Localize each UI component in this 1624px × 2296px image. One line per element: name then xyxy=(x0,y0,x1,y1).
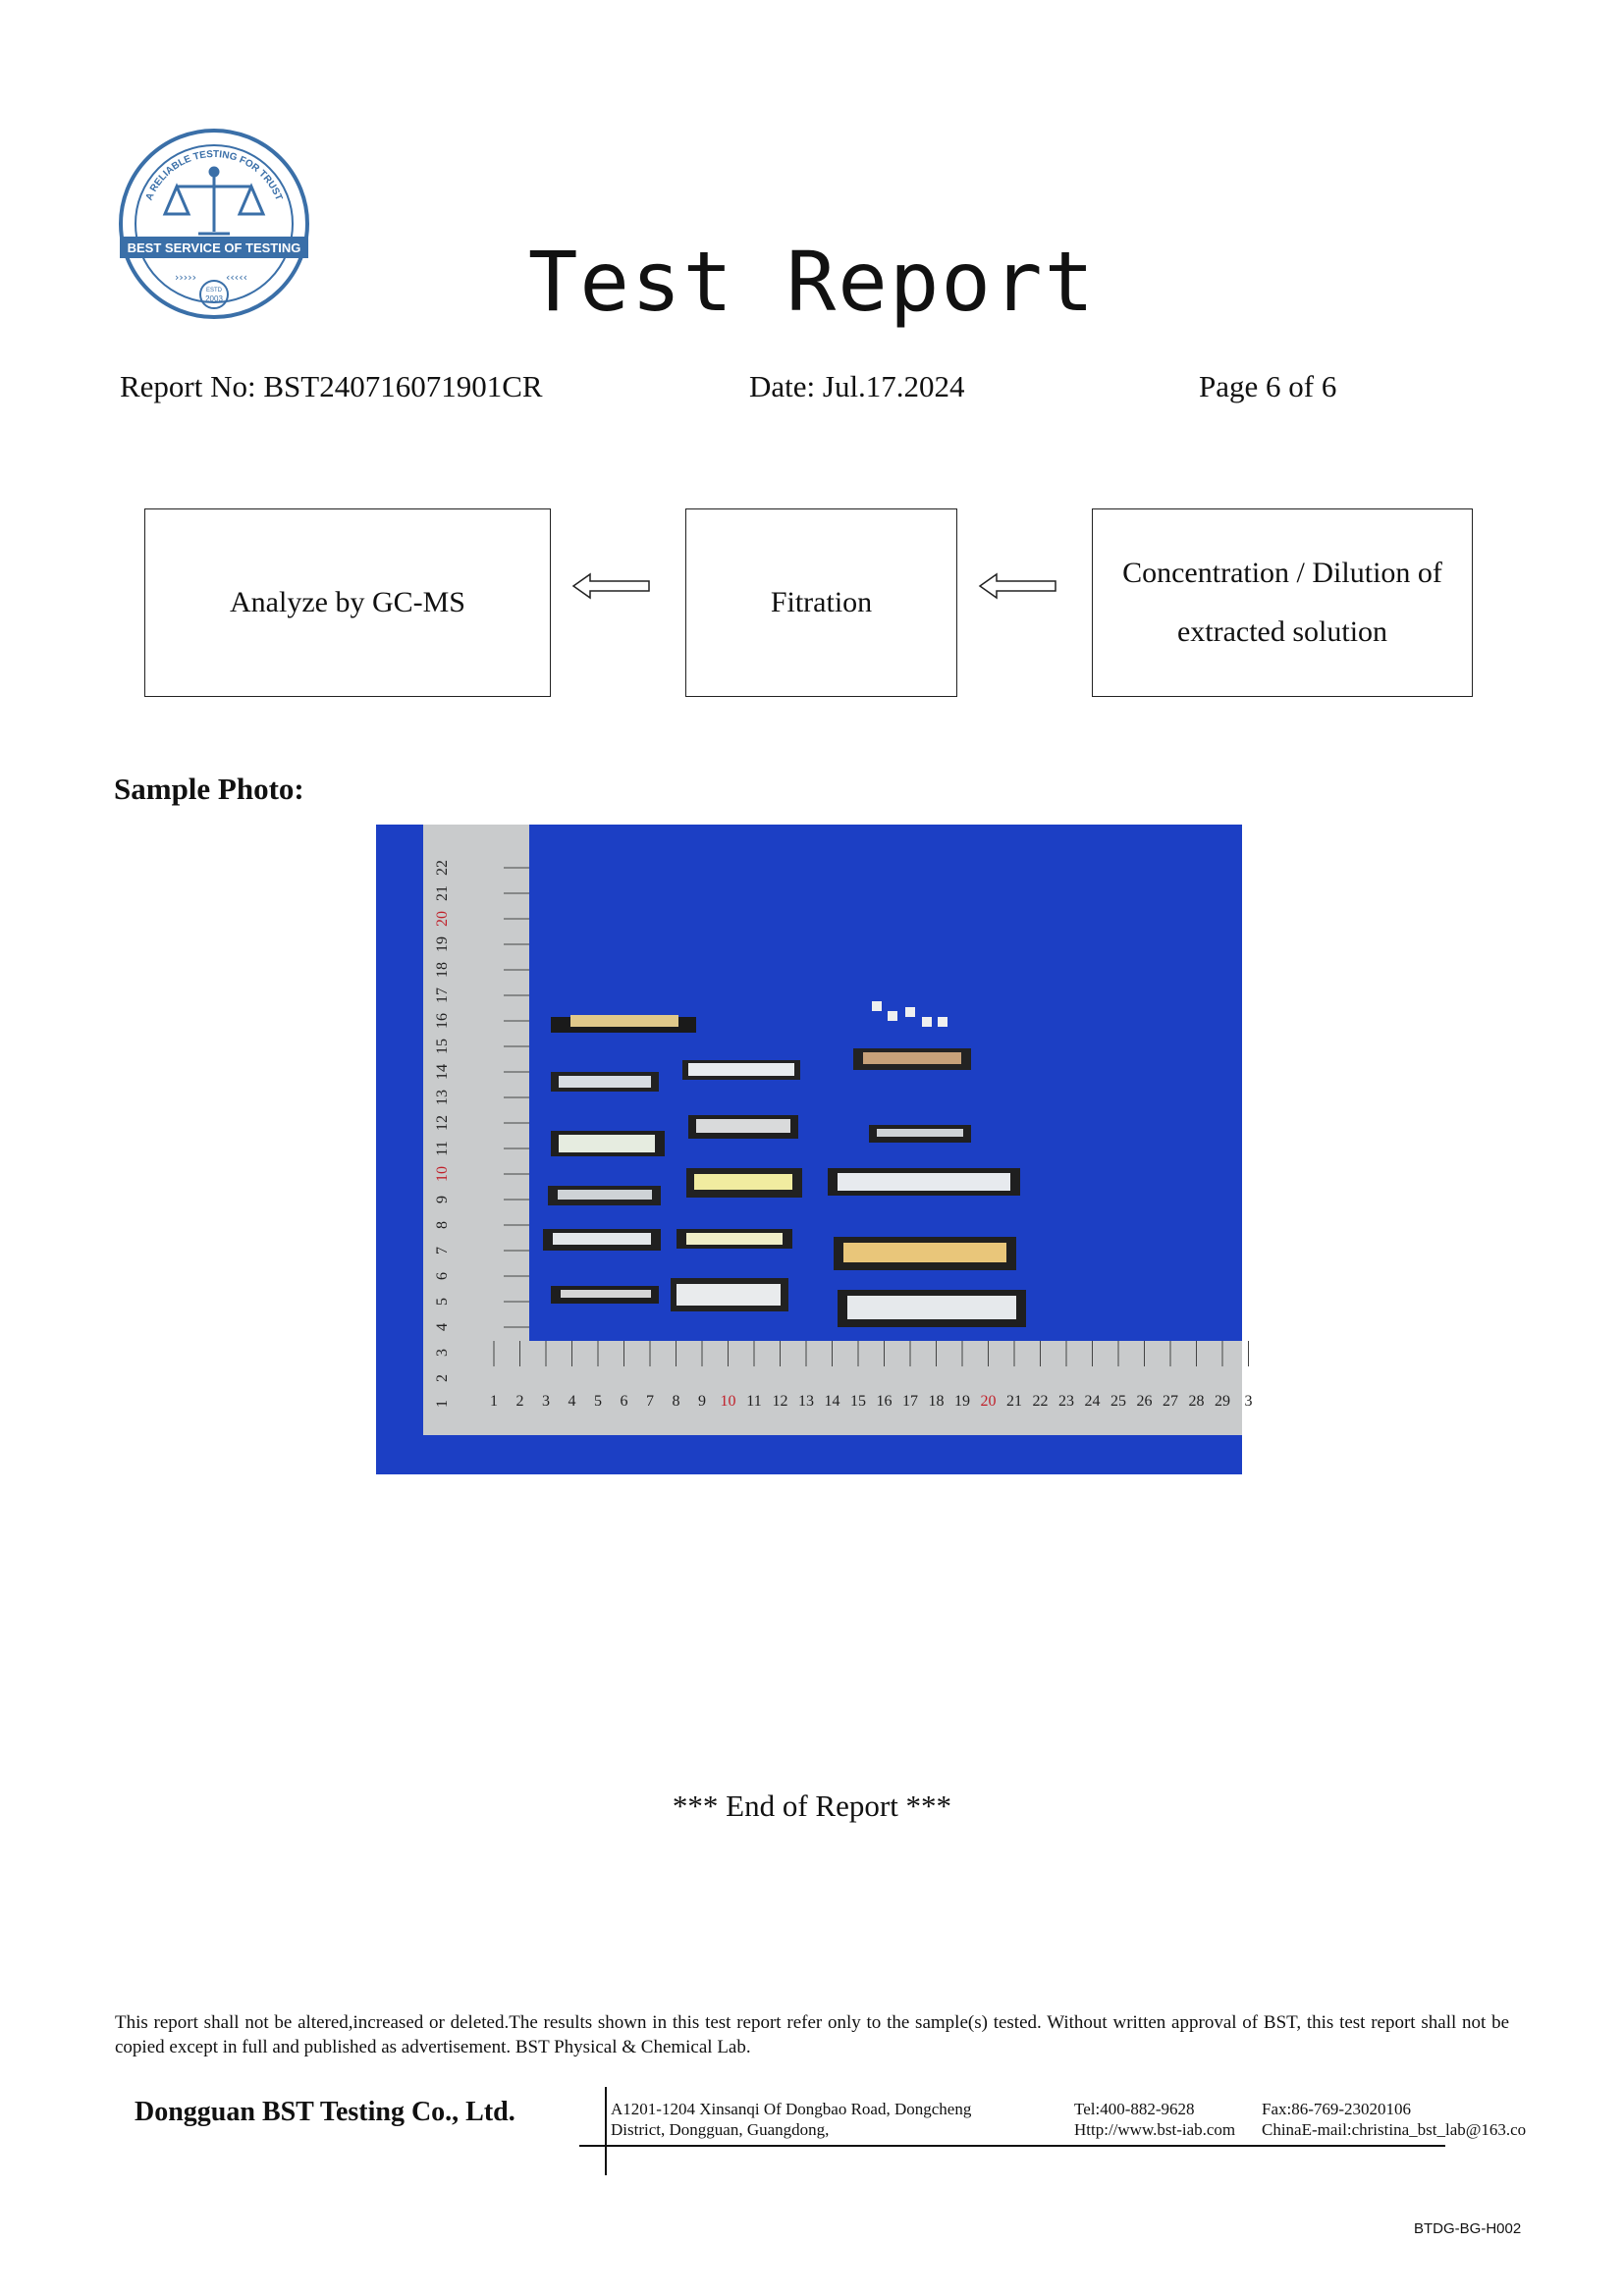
flow-step-concentration-line2: extracted solution xyxy=(1176,615,1388,648)
horizontal-ruler-tick-label: 5 xyxy=(594,1393,602,1410)
vertical-ruler-tick-label: 7 xyxy=(434,1247,451,1255)
left-arrow-icon xyxy=(979,571,1057,601)
svg-text:2003: 2003 xyxy=(205,294,223,303)
horizontal-ruler-tick-label: 26 xyxy=(1136,1393,1153,1410)
horizontal-ruler-tick-label: 2 xyxy=(515,1393,524,1410)
horizontal-ruler-tick-label: 17 xyxy=(902,1393,918,1410)
report-date: Date: Jul.17.2024 xyxy=(749,369,965,403)
disclaimer-text: This report shall not be altered,increased or deleted.The results shown in this test report refer only to the sample(s) tested. Without written approval of BST, this test report shall not be copied except in full and published as advertisement. BST Physical & Chemical Lab. xyxy=(115,2012,1509,2057)
svg-text:BEST SERVICE OF TESTING: BEST SERVICE OF TESTING xyxy=(127,240,301,255)
vertical-ruler-tick-label: 21 xyxy=(434,885,451,901)
horizontal-ruler-tick-label: 3 xyxy=(542,1393,550,1410)
horizontal-ruler-tick-label: 8 xyxy=(672,1393,680,1410)
vertical-ruler-tick-label: 15 xyxy=(434,1039,451,1054)
horizontal-ruler-tick-label: 24 xyxy=(1084,1393,1101,1410)
horizontal-ruler-tick-label: 14 xyxy=(824,1393,840,1410)
flow-step-concentration-box xyxy=(1092,508,1473,697)
vertical-ruler-tick-label: 13 xyxy=(434,1090,451,1105)
horizontal-ruler-tick-label: 4 xyxy=(568,1393,576,1410)
horizontal-ruler-tick-label: 22 xyxy=(1032,1393,1049,1410)
vertical-ruler-tick-label: 12 xyxy=(434,1115,451,1131)
horizontal-ruler-tick-label: 7 xyxy=(646,1393,654,1410)
company-address xyxy=(611,2099,971,2140)
page-indicator: Page 6 of 6 xyxy=(1199,369,1337,403)
horizontal-ruler-tick-label: 18 xyxy=(928,1393,945,1410)
left-arrow-icon xyxy=(572,571,651,601)
vertical-ruler-tick-label: 17 xyxy=(434,988,451,1003)
fax: Fax:86-769-23020106 xyxy=(1262,2100,1412,2118)
flow-step-filtration-box xyxy=(685,508,957,697)
vertical-ruler-tick-label: 19 xyxy=(434,936,451,952)
contact-tel-web xyxy=(1074,2099,1235,2140)
address-line-2: District, Dongguan, Guangdong, xyxy=(611,2120,830,2139)
end-of-report: *** End of Report *** xyxy=(672,1789,952,1823)
document-code: BTDG-BG-H002 xyxy=(1414,2220,1522,2237)
horizontal-ruler-tick-label: 25 xyxy=(1110,1393,1126,1410)
website: Http://www.bst-iab.com xyxy=(1074,2120,1236,2139)
horizontal-ruler-tick-label: 9 xyxy=(698,1393,706,1410)
vertical-ruler-tick-label: 8 xyxy=(434,1221,451,1229)
horizontal-ruler-tick-label: 13 xyxy=(798,1393,814,1410)
svg-text:‹‹‹‹‹: ‹‹‹‹‹ xyxy=(226,271,247,284)
horizontal-ruler-tick-label: 11 xyxy=(746,1393,762,1410)
flow-step-concentration-line1: Concentration / Dilution of xyxy=(1122,557,1442,589)
vertical-ruler-tick-label: 9 xyxy=(434,1196,451,1203)
svg-text:›››››: ››››› xyxy=(175,271,196,284)
horizontal-ruler-tick-label: 10 xyxy=(720,1393,736,1410)
report-title: Test Report xyxy=(527,234,1097,330)
horizontal-ruler-tick-label: 16 xyxy=(876,1393,893,1410)
vertical-ruler-tick-label: 18 xyxy=(434,962,451,978)
horizontal-ruler-tick-label: 19 xyxy=(954,1393,970,1410)
vertical-ruler-tick-label: 16 xyxy=(434,1013,451,1029)
horizontal-ruler-tick-label: 6 xyxy=(620,1393,628,1410)
horizontal-ruler-tick-label: 29 xyxy=(1215,1393,1230,1410)
vertical-ruler-tick-label: 6 xyxy=(434,1272,451,1280)
telephone: Tel:400-882-9628 xyxy=(1074,2100,1195,2118)
vertical-ruler-tick-label: 3 xyxy=(434,1349,451,1357)
contact-fax-email xyxy=(1262,2099,1526,2140)
flow-step-filtration-label: Fitration xyxy=(770,586,873,618)
vertical-ruler-tick-label: 4 xyxy=(434,1323,451,1331)
vertical-ruler-tick-label: 5 xyxy=(434,1298,451,1306)
vertical-ruler-tick-label: 1 xyxy=(434,1400,451,1408)
vertical-ruler-tick-label: 20 xyxy=(434,911,451,927)
svg-text:ESTD: ESTD xyxy=(205,288,223,294)
flow-step-analyze-label: Analyze by GC-MS xyxy=(230,586,465,618)
vertical-ruler-tick-label: 10 xyxy=(434,1166,451,1182)
horizontal-ruler-tick-label: 3 xyxy=(1244,1393,1253,1410)
horizontal-ruler-tick-label: 28 xyxy=(1188,1393,1205,1410)
horizontal-ruler-tick-label: 21 xyxy=(1006,1393,1022,1410)
horizontal-ruler-tick-label: 27 xyxy=(1163,1393,1178,1410)
vertical-ruler-tick-label: 14 xyxy=(434,1064,451,1080)
sample-photo xyxy=(376,825,1253,1474)
vertical-ruler-tick-label: 11 xyxy=(434,1141,451,1156)
svg-text:A RELIABLE TESTING FOR TRUST: A RELIABLE TESTING FOR TRUST xyxy=(143,148,285,202)
email: ChinaE-mail:christina_bst_lab@163.co xyxy=(1262,2120,1527,2139)
horizontal-ruler-tick-label: 20 xyxy=(980,1393,997,1410)
company-name: Dongguan BST Testing Co., Ltd. xyxy=(135,2097,515,2127)
footer-divider-vertical xyxy=(605,2087,607,2175)
address-line-1: A1201-1204 Xinsanqi Of Dongbao Road, Dongcheng xyxy=(611,2100,972,2118)
horizontal-ruler-tick-label: 15 xyxy=(850,1393,866,1410)
horizontal-ruler-tick-label: 23 xyxy=(1058,1393,1074,1410)
horizontal-ruler-tick-label: 1 xyxy=(490,1393,498,1410)
vertical-ruler-tick-label: 22 xyxy=(434,860,451,876)
footer-divider-horizontal xyxy=(579,2145,1445,2147)
report-number: Report No: BST240716071901CR xyxy=(120,369,543,403)
flow-step-analyze-box xyxy=(144,508,551,697)
sample-photo-label: Sample Photo: xyxy=(114,772,304,806)
horizontal-ruler-tick-label: 12 xyxy=(772,1393,788,1410)
vertical-ruler-tick-label: 2 xyxy=(434,1374,451,1382)
